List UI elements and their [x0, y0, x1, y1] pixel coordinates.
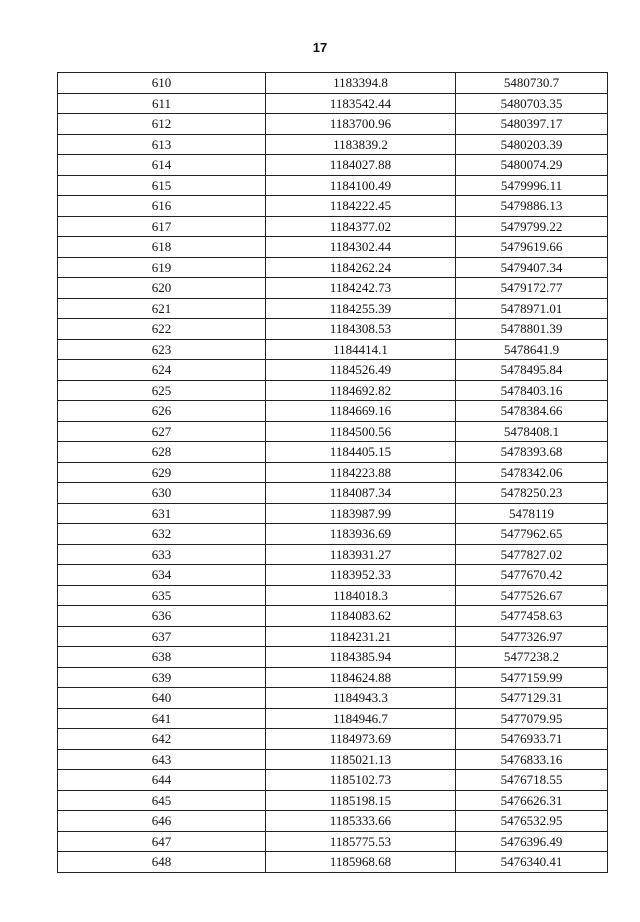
table-row [58, 216, 608, 237]
x-coordinate-cell: 1183936.69 [266, 524, 456, 545]
point-number-cell: 621 [58, 298, 266, 319]
x-coordinate-cell: 1184405.15 [266, 442, 456, 463]
table-row [58, 237, 608, 258]
x-coordinate-cell: 1184526.49 [266, 360, 456, 381]
x-coordinate-cell: 1184500.56 [266, 421, 456, 442]
y-coordinate-cell: 5478342.06 [456, 462, 608, 483]
x-coordinate-cell: 1184946.7 [266, 708, 456, 729]
table-row [58, 134, 608, 155]
coordinates-table-body [58, 73, 608, 873]
y-coordinate-cell: 5476833.16 [456, 749, 608, 770]
x-coordinate-cell: 1183700.96 [266, 114, 456, 135]
y-coordinate-cell: 5478641.9 [456, 339, 608, 360]
table-row [58, 421, 608, 442]
y-coordinate-cell: 5477670.42 [456, 565, 608, 586]
point-number-cell: 623 [58, 339, 266, 360]
point-number-cell: 629 [58, 462, 266, 483]
y-coordinate-cell: 5480074.29 [456, 155, 608, 176]
y-coordinate-cell: 5478393.68 [456, 442, 608, 463]
x-coordinate-cell: 1185968.68 [266, 852, 456, 873]
point-number-cell: 645 [58, 790, 266, 811]
y-coordinate-cell: 5476933.71 [456, 729, 608, 750]
y-coordinate-cell: 5480397.17 [456, 114, 608, 135]
x-coordinate-cell: 1184223.88 [266, 462, 456, 483]
x-coordinate-cell: 1184255.39 [266, 298, 456, 319]
point-number-cell: 628 [58, 442, 266, 463]
point-number-cell: 646 [58, 811, 266, 832]
x-coordinate-cell: 1185198.15 [266, 790, 456, 811]
point-number-cell: 618 [58, 237, 266, 258]
y-coordinate-cell: 5478801.39 [456, 319, 608, 340]
y-coordinate-cell: 5478119 [456, 503, 608, 524]
y-coordinate-cell: 5477458.63 [456, 606, 608, 627]
point-number-cell: 636 [58, 606, 266, 627]
y-coordinate-cell: 5480203.39 [456, 134, 608, 155]
table-row [58, 155, 608, 176]
table-row [58, 483, 608, 504]
y-coordinate-cell: 5479799.22 [456, 216, 608, 237]
y-coordinate-cell: 5478384.66 [456, 401, 608, 422]
table-row [58, 585, 608, 606]
point-number-cell: 643 [58, 749, 266, 770]
table-row [58, 647, 608, 668]
y-coordinate-cell: 5477129.31 [456, 688, 608, 709]
x-coordinate-cell: 1184100.49 [266, 175, 456, 196]
table-row [58, 462, 608, 483]
point-number-cell: 642 [58, 729, 266, 750]
x-coordinate-cell: 1183987.99 [266, 503, 456, 524]
point-number-cell: 631 [58, 503, 266, 524]
y-coordinate-cell: 5476396.49 [456, 831, 608, 852]
y-coordinate-cell: 5476718.55 [456, 770, 608, 791]
table-row [58, 852, 608, 873]
point-number-cell: 627 [58, 421, 266, 442]
x-coordinate-cell: 1184692.82 [266, 380, 456, 401]
table-row [58, 93, 608, 114]
table-row [58, 73, 608, 94]
table-row [58, 114, 608, 135]
point-number-cell: 617 [58, 216, 266, 237]
table-row [58, 565, 608, 586]
x-coordinate-cell: 1184302.44 [266, 237, 456, 258]
point-number-cell: 613 [58, 134, 266, 155]
y-coordinate-cell: 5479996.11 [456, 175, 608, 196]
y-coordinate-cell: 5480703.35 [456, 93, 608, 114]
y-coordinate-cell: 5477962.65 [456, 524, 608, 545]
x-coordinate-cell: 1184308.53 [266, 319, 456, 340]
table-row [58, 380, 608, 401]
table-row [58, 339, 608, 360]
y-coordinate-cell: 5477159.99 [456, 667, 608, 688]
point-number-cell: 632 [58, 524, 266, 545]
table-row [58, 278, 608, 299]
point-number-cell: 640 [58, 688, 266, 709]
point-number-cell: 633 [58, 544, 266, 565]
table-row [58, 175, 608, 196]
point-number-cell: 614 [58, 155, 266, 176]
y-coordinate-cell: 5476340.41 [456, 852, 608, 873]
y-coordinate-cell: 5477827.02 [456, 544, 608, 565]
point-number-cell: 610 [58, 73, 266, 94]
x-coordinate-cell: 1183839.2 [266, 134, 456, 155]
y-coordinate-cell: 5478971.01 [456, 298, 608, 319]
y-coordinate-cell: 5479886.13 [456, 196, 608, 217]
x-coordinate-cell: 1184624.88 [266, 667, 456, 688]
x-coordinate-cell: 1184973.69 [266, 729, 456, 750]
point-number-cell: 644 [58, 770, 266, 791]
point-number-cell: 611 [58, 93, 266, 114]
table-row [58, 503, 608, 524]
table-row [58, 544, 608, 565]
table-row [58, 667, 608, 688]
x-coordinate-cell: 1184027.88 [266, 155, 456, 176]
point-number-cell: 619 [58, 257, 266, 278]
point-number-cell: 620 [58, 278, 266, 299]
y-coordinate-cell: 5478408.1 [456, 421, 608, 442]
point-number-cell: 634 [58, 565, 266, 586]
table-row [58, 524, 608, 545]
table-row [58, 319, 608, 340]
coordinates-table [57, 72, 608, 873]
table-row [58, 688, 608, 709]
x-coordinate-cell: 1184018.3 [266, 585, 456, 606]
x-coordinate-cell: 1184943.3 [266, 688, 456, 709]
table-row [58, 770, 608, 791]
x-coordinate-cell: 1183542.44 [266, 93, 456, 114]
table-row [58, 196, 608, 217]
point-number-cell: 612 [58, 114, 266, 135]
x-coordinate-cell: 1185775.53 [266, 831, 456, 852]
x-coordinate-cell: 1184222.45 [266, 196, 456, 217]
table-row [58, 257, 608, 278]
x-coordinate-cell: 1183394.8 [266, 73, 456, 94]
x-coordinate-cell: 1184377.02 [266, 216, 456, 237]
point-number-cell: 635 [58, 585, 266, 606]
point-number-cell: 615 [58, 175, 266, 196]
point-number-cell: 625 [58, 380, 266, 401]
point-number-cell: 630 [58, 483, 266, 504]
x-coordinate-cell: 1184385.94 [266, 647, 456, 668]
y-coordinate-cell: 5478403.16 [456, 380, 608, 401]
x-coordinate-cell: 1184087.34 [266, 483, 456, 504]
table-row [58, 626, 608, 647]
x-coordinate-cell: 1185102.73 [266, 770, 456, 791]
table-row [58, 729, 608, 750]
y-coordinate-cell: 5479407.34 [456, 257, 608, 278]
y-coordinate-cell: 5477079.95 [456, 708, 608, 729]
point-number-cell: 638 [58, 647, 266, 668]
table-row [58, 401, 608, 422]
x-coordinate-cell: 1184083.62 [266, 606, 456, 627]
y-coordinate-cell: 5478250.23 [456, 483, 608, 504]
point-number-cell: 641 [58, 708, 266, 729]
point-number-cell: 647 [58, 831, 266, 852]
point-number-cell: 616 [58, 196, 266, 217]
point-number-cell: 637 [58, 626, 266, 647]
point-number-cell: 624 [58, 360, 266, 381]
table-row [58, 811, 608, 832]
point-number-cell: 626 [58, 401, 266, 422]
x-coordinate-cell: 1184242.73 [266, 278, 456, 299]
table-row [58, 708, 608, 729]
y-coordinate-cell: 5479172.77 [456, 278, 608, 299]
x-coordinate-cell: 1184231.21 [266, 626, 456, 647]
y-coordinate-cell: 5477526.67 [456, 585, 608, 606]
table-row [58, 606, 608, 627]
x-coordinate-cell: 1185021.13 [266, 749, 456, 770]
y-coordinate-cell: 5480730.7 [456, 73, 608, 94]
y-coordinate-cell: 5476532.95 [456, 811, 608, 832]
table-row [58, 360, 608, 381]
x-coordinate-cell: 1184414.1 [266, 339, 456, 360]
point-number-cell: 648 [58, 852, 266, 873]
point-number-cell: 639 [58, 667, 266, 688]
x-coordinate-cell: 1183931.27 [266, 544, 456, 565]
table-row [58, 790, 608, 811]
point-number-cell: 622 [58, 319, 266, 340]
table-row [58, 831, 608, 852]
x-coordinate-cell: 1183952.33 [266, 565, 456, 586]
x-coordinate-cell: 1184262.24 [266, 257, 456, 278]
table-row [58, 442, 608, 463]
page-number: 17 [312, 40, 328, 55]
x-coordinate-cell: 1185333.66 [266, 811, 456, 832]
x-coordinate-cell: 1184669.16 [266, 401, 456, 422]
y-coordinate-cell: 5478495.84 [456, 360, 608, 381]
y-coordinate-cell: 5477326.97 [456, 626, 608, 647]
y-coordinate-cell: 5479619.66 [456, 237, 608, 258]
table-row [58, 749, 608, 770]
y-coordinate-cell: 5477238.2 [456, 647, 608, 668]
y-coordinate-cell: 5476626.31 [456, 790, 608, 811]
table-row [58, 298, 608, 319]
